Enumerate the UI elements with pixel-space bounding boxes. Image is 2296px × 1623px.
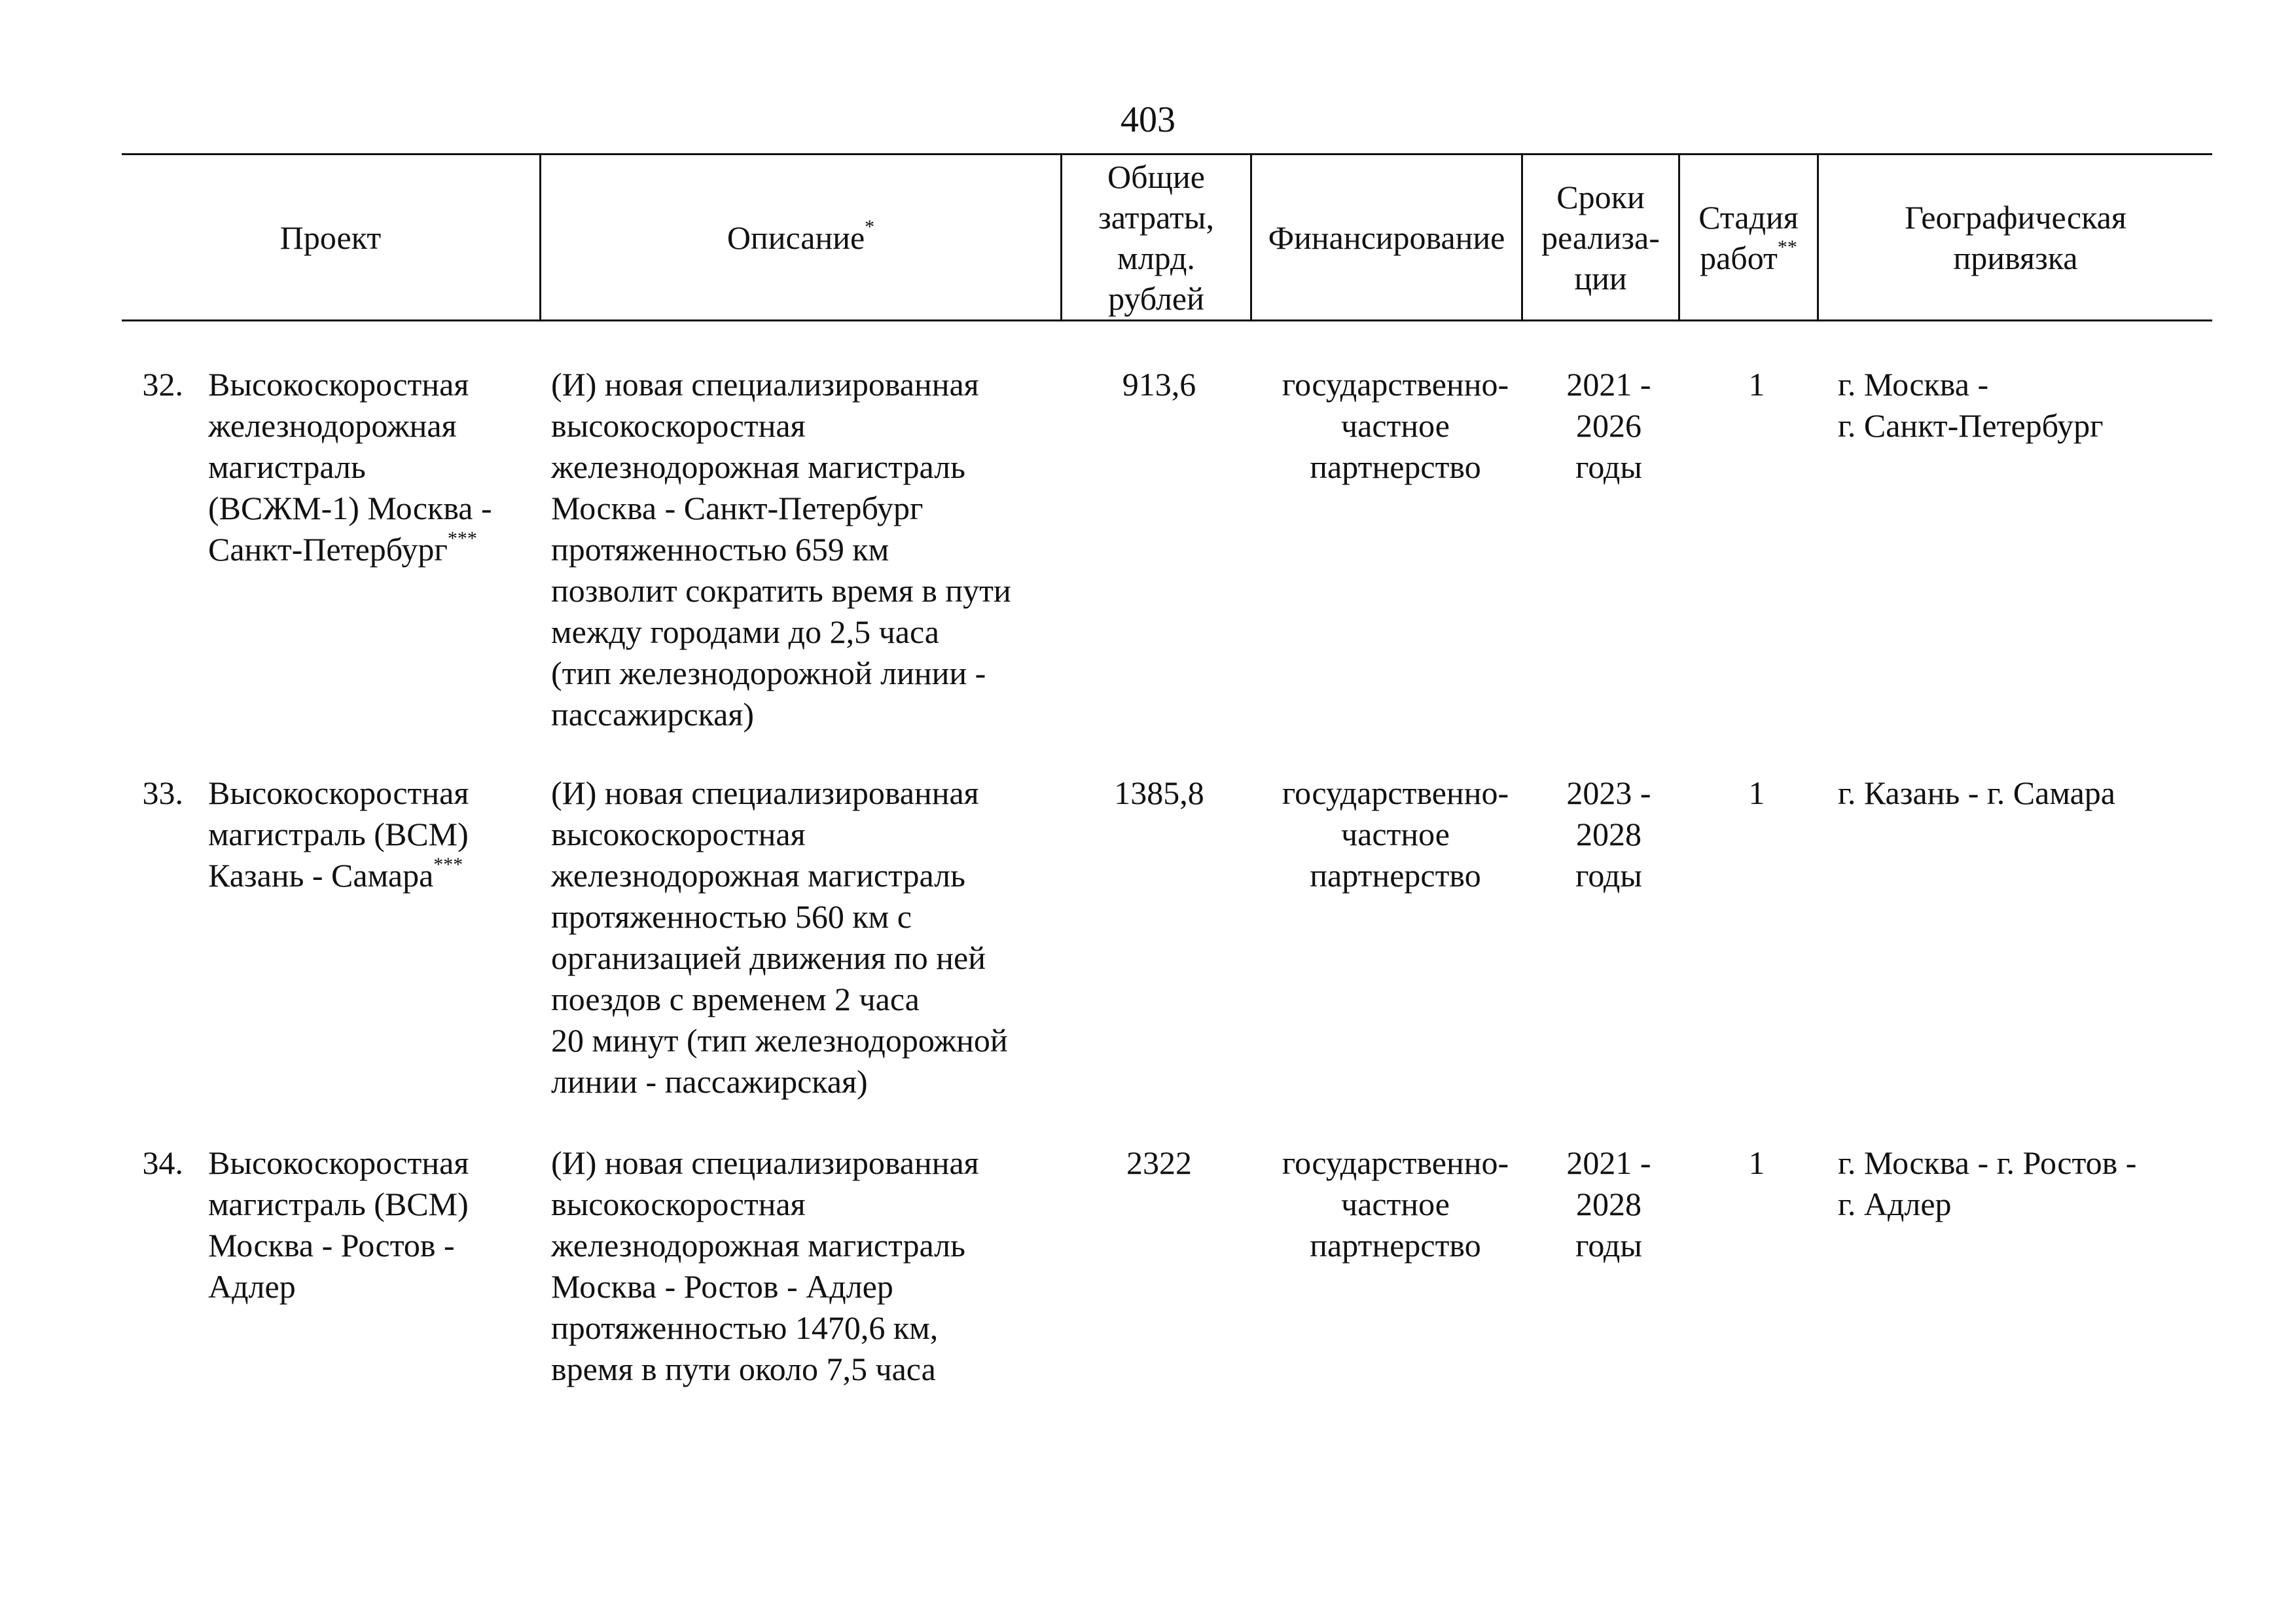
- footnote-mark: ***: [447, 528, 477, 550]
- financing-cell: государственно- частное партнерство: [1282, 1144, 1509, 1264]
- description-cell: (И) новая специализированная высокоскоростная железнодорожная магистраль Москва - Ростов - Адлер протяженностью 1470,6 км, время в пути около 7,5 часа: [551, 1144, 979, 1387]
- description-cell: (И) новая специализированная высокоскоростная железнодорожная магистраль Москва - Санкт-Петербург протяженностью 659 км позволит сократить время в пути между городами до 2,5 часа (тип железнодорожной линии - пассажирская): [551, 366, 1011, 733]
- footnote-mark: *: [865, 215, 875, 238]
- header-description: Описание*: [726, 215, 875, 256]
- geo-cell: г. Казань - г. Самара: [1838, 775, 2115, 811]
- terms-cell: 2021 - 2026 годы: [1566, 366, 1651, 485]
- stage-cell: 1: [1748, 366, 1765, 403]
- terms-cell: 2021 - 2028 годы: [1566, 1144, 1651, 1264]
- header-geo: Географическая привязка: [1905, 198, 2126, 276]
- project-cell: Высокоскоростная железнодорожная магистраль (ВСЖМ-1) Москва - Санкт-Петербург***: [208, 366, 492, 568]
- header-cost: Общие затраты, млрд. рублей: [1098, 158, 1214, 317]
- row-number: 34.: [142, 1144, 183, 1181]
- project-cell: Высокоскоростная магистраль (ВСМ) Москва - Ростов - Адлер: [208, 1144, 469, 1305]
- cost-cell: 1385,8: [1114, 775, 1204, 811]
- financing-cell: государственно- частное партнерство: [1282, 775, 1509, 894]
- stage-cell: 1: [1748, 775, 1765, 811]
- header-terms: Сроки реализа- ции: [1541, 178, 1660, 297]
- terms-cell: 2023 - 2028 годы: [1566, 775, 1651, 894]
- footnote-mark: ***: [433, 854, 463, 876]
- header-financing: Финансирование: [1268, 219, 1505, 256]
- footnote-mark: **: [1777, 236, 1797, 258]
- geo-cell: г. Москва - г. Санкт-Петербург: [1838, 366, 2104, 444]
- header-project: Проект: [279, 219, 382, 256]
- page-number: 403: [1121, 100, 1175, 140]
- header-stage: Стадия работ**: [1698, 198, 1799, 276]
- financing-cell: государственно- частное партнерство: [1282, 366, 1509, 485]
- description-cell: (И) новая специализированная высокоскоростная железнодорожная магистраль протяженностью 560 км с организацией движения по ней поездов с временем 2 часа 20 минут (тип железнодорожной линии - пассажирская): [551, 775, 1008, 1100]
- table-header-bottom-rule: [122, 319, 2212, 321]
- cost-cell: 913,6: [1122, 366, 1196, 403]
- project-cell: Высокоскоростная магистраль (ВСМ) Казань - Самара***: [208, 775, 469, 894]
- row-number: 33.: [142, 775, 183, 811]
- row-number: 32.: [142, 366, 183, 403]
- cost-cell: 2322: [1126, 1144, 1192, 1181]
- stage-cell: 1: [1748, 1144, 1765, 1181]
- geo-cell: г. Москва - г. Ростов - г. Адлер: [1838, 1144, 2137, 1222]
